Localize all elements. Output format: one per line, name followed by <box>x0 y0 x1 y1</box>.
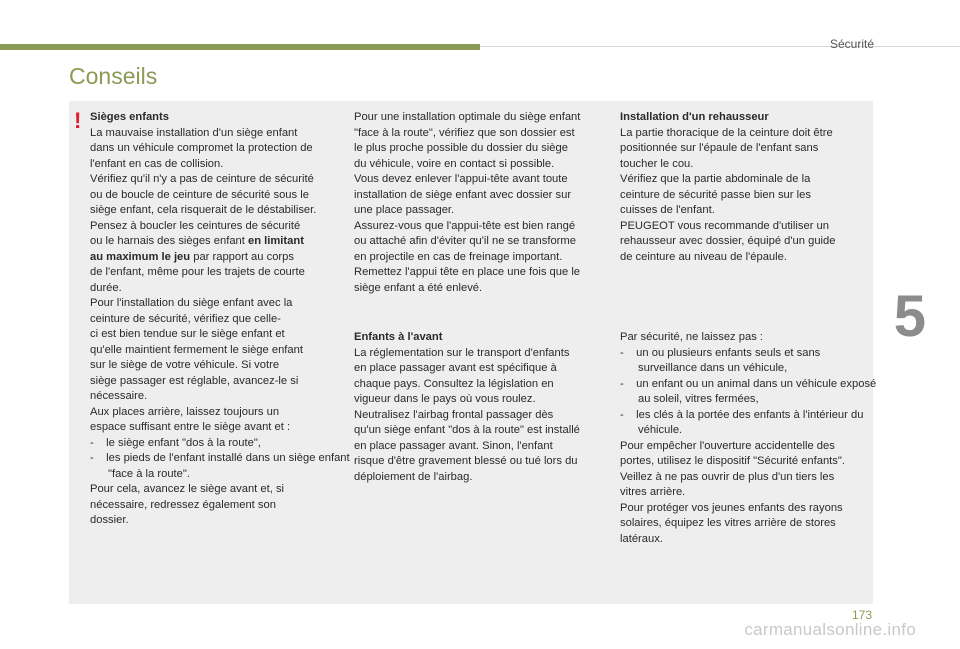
paragraph-line: vigueur dans le pays où vous roulez. <box>354 393 536 405</box>
paragraph-line: ou de boucle de ceinture de sécurité sous le <box>90 188 309 201</box>
paragraph-line: qu'un siège enfant "dos à la route" est installé <box>354 424 580 436</box>
paragraph-line: l'enfant en cas de collision. <box>90 157 224 170</box>
watermark: carmanualsonline.info <box>744 620 916 639</box>
paragraph-line: Pour cela, avancez le siège avant et, si <box>90 483 285 495</box>
paragraph-line: "face à la route", vérifiez que son dossier est <box>354 126 575 139</box>
column-front-children <box>354 330 580 485</box>
paragraph-line: sur le siège de votre véhicule. Si votre <box>90 359 280 371</box>
paragraph-line: PEUGEOT vous recommande d'utiliser un <box>620 219 829 232</box>
paragraph-line <box>90 234 353 250</box>
paragraph-line: une place passager. <box>354 204 455 216</box>
paragraph-line: La mauvaise installation d'un siège enfant <box>90 126 298 139</box>
bold-text: au maximum le jeu <box>90 250 191 263</box>
heading-child-seats: Sièges enfants <box>90 111 169 123</box>
column-child-seats <box>90 110 353 529</box>
list-item: - le siège enfant "dos à la route", <box>90 436 261 449</box>
page-number: 173 <box>851 608 872 622</box>
paragraph-line: latéraux. <box>620 532 663 545</box>
paragraph-line: Par sécurité, ne laissez pas : <box>620 331 764 343</box>
paragraph-line: nécessaire. <box>90 390 148 402</box>
paragraph-line: Neutralisez l'airbag frontal passager dès <box>354 408 554 421</box>
paragraph-line: risque d'être gravement blessé ou tué lors du <box>354 455 578 467</box>
paragraph-line: le plus proche possible du dossier du siège <box>354 142 568 154</box>
heading-front-children: Enfants à l'avant <box>354 331 443 343</box>
paragraph-line: ci est bien tendue sur le siège enfant et <box>90 328 285 340</box>
paragraph-line: installation de siège enfant avec dossier sur <box>354 188 572 201</box>
paragraph-line: dossier. <box>90 514 129 526</box>
paragraph-line: du véhicule, voire en contact si possible. <box>354 157 555 170</box>
paragraph-line: ou attaché afin d'éviter qu'il ne se transforme <box>354 235 576 247</box>
paragraph-line: Vérifiez que la partie abdominale de la <box>620 173 811 185</box>
paragraph-line: Vérifiez qu'il n'y a pas de ceinture de sécurité <box>90 173 314 185</box>
paragraph-line: cuisses de l'enfant. <box>620 204 715 216</box>
paragraph-line: de l'enfant, même pour les trajets de courte <box>90 266 305 278</box>
column-safety <box>620 330 878 547</box>
paragraph-line: en projectile en cas de freinage important. <box>354 250 563 263</box>
section-header: Sécurité <box>829 37 874 51</box>
paragraph-line: ceinture de sécurité, vérifiez que celle- <box>90 312 281 325</box>
paragraph-line: qu'elle maintient fermement le siège enfant <box>90 343 303 356</box>
paragraph-line: La réglementation sur le transport d'enfants <box>354 346 570 359</box>
paragraph-line: Pour l'installation du siège enfant avec la <box>90 297 293 309</box>
column-booster <box>620 110 835 265</box>
list-item-text: un ou plusieurs enfants seuls et sans surveillance dans un véhicule, <box>636 346 821 374</box>
paragraph-line: siège enfant a été enlevé. <box>354 281 483 294</box>
list-item: - les pieds de l'enfant installé dans un siège enfant "face à la route". <box>90 452 350 480</box>
paragraph-line: Remettez l'appui tête en place une fois que le <box>354 266 581 278</box>
list-item: - les clés à la portée des enfants à l'intérieur du véhicule. <box>620 408 864 436</box>
paragraph-line: siège enfant, cela risquerait de le déstabiliser. <box>90 204 317 216</box>
paragraph-line: ceinture de sécurité passe bien sur les <box>620 188 811 201</box>
paragraph-line: vitres arrière. <box>620 486 686 498</box>
paragraph-line: siège passager est réglable, avancez-le si <box>90 374 299 387</box>
top-accent-bar <box>0 44 480 50</box>
paragraph-line: rehausseur avec dossier, équipé d'un guide <box>620 235 836 247</box>
paragraph-line: Assurez-vous que l'appui-tête est bien rangé <box>354 219 576 232</box>
list-item-text: le siège enfant "dos à la route", <box>106 436 261 449</box>
paragraph-line: Pour une installation optimale du siège enfant <box>354 111 581 123</box>
paragraph-line: durée. <box>90 281 122 294</box>
paragraph-line: Vous devez enlever l'appui-tête avant toute <box>354 173 568 185</box>
paragraph-line: Veillez à ne pas ouvrir de plus d'un tiers les <box>620 470 835 483</box>
paragraph-line: déploiement de l'airbag. <box>354 470 473 483</box>
paragraph-line <box>90 250 353 266</box>
list-item-text: un enfant ou un animal dans un véhicule exposé au soleil, vitres fermées, <box>636 377 877 405</box>
paragraph-line: positionnée sur l'épaule de l'enfant sans <box>620 142 819 154</box>
list-item-text: les clés à la portée des enfants à l'intérieur du véhicule. <box>636 408 864 436</box>
bold-text: en limitant <box>247 235 304 247</box>
list-item: - un enfant ou un animal dans un véhicule exposé au soleil, vitres fermées, <box>620 377 877 405</box>
paragraph-line: Pour protéger vos jeunes enfants des rayons <box>620 501 843 514</box>
text-span: ou le harnais des sièges enfant <box>90 235 248 247</box>
paragraph-line: en place passager avant est spécifique à <box>354 362 557 374</box>
top-divider <box>480 46 960 47</box>
column-headrest <box>354 110 580 296</box>
paragraph-line: portes, utilisez le dispositif "Sécurité enfants". <box>620 455 845 467</box>
paragraph-line: espace suffisant entre le siège avant et : <box>90 421 291 433</box>
paragraph-line: Pour empêcher l'ouverture accidentelle des <box>620 439 835 452</box>
chapter-number: 5 <box>893 284 926 349</box>
paragraph-line: nécessaire, redressez également son <box>90 498 276 511</box>
list-item-text: les pieds de l'enfant installé dans un siège enfant "face à la route". <box>106 452 350 480</box>
paragraph-line: La partie thoracique de la ceinture doit être <box>620 126 833 139</box>
list-item: - un ou plusieurs enfants seuls et sans surveillance dans un véhicule, <box>620 346 821 374</box>
paragraph-line: solaires, équipez les vitres arrière de stores <box>620 517 836 529</box>
paragraph-line: en place passager avant. Sinon, l'enfant <box>354 439 553 452</box>
paragraph-line: Pensez à boucler les ceintures de sécurité <box>90 219 301 232</box>
text-span: par rapport au corps <box>190 250 294 263</box>
exclamation-icon: ! <box>74 108 82 133</box>
heading-booster: Installation d'un rehausseur <box>620 111 769 123</box>
paragraph-line: de ceinture au niveau de l'épaule. <box>620 250 787 263</box>
paragraph-line: dans un véhicule compromet la protection de <box>90 142 313 154</box>
paragraph-line: chaque pays. Consultez la législation en <box>354 377 554 390</box>
paragraph-line: toucher le cou. <box>620 157 694 170</box>
page-title: Conseils <box>69 63 158 89</box>
paragraph-line: Aux places arrière, laissez toujours un <box>90 405 280 418</box>
